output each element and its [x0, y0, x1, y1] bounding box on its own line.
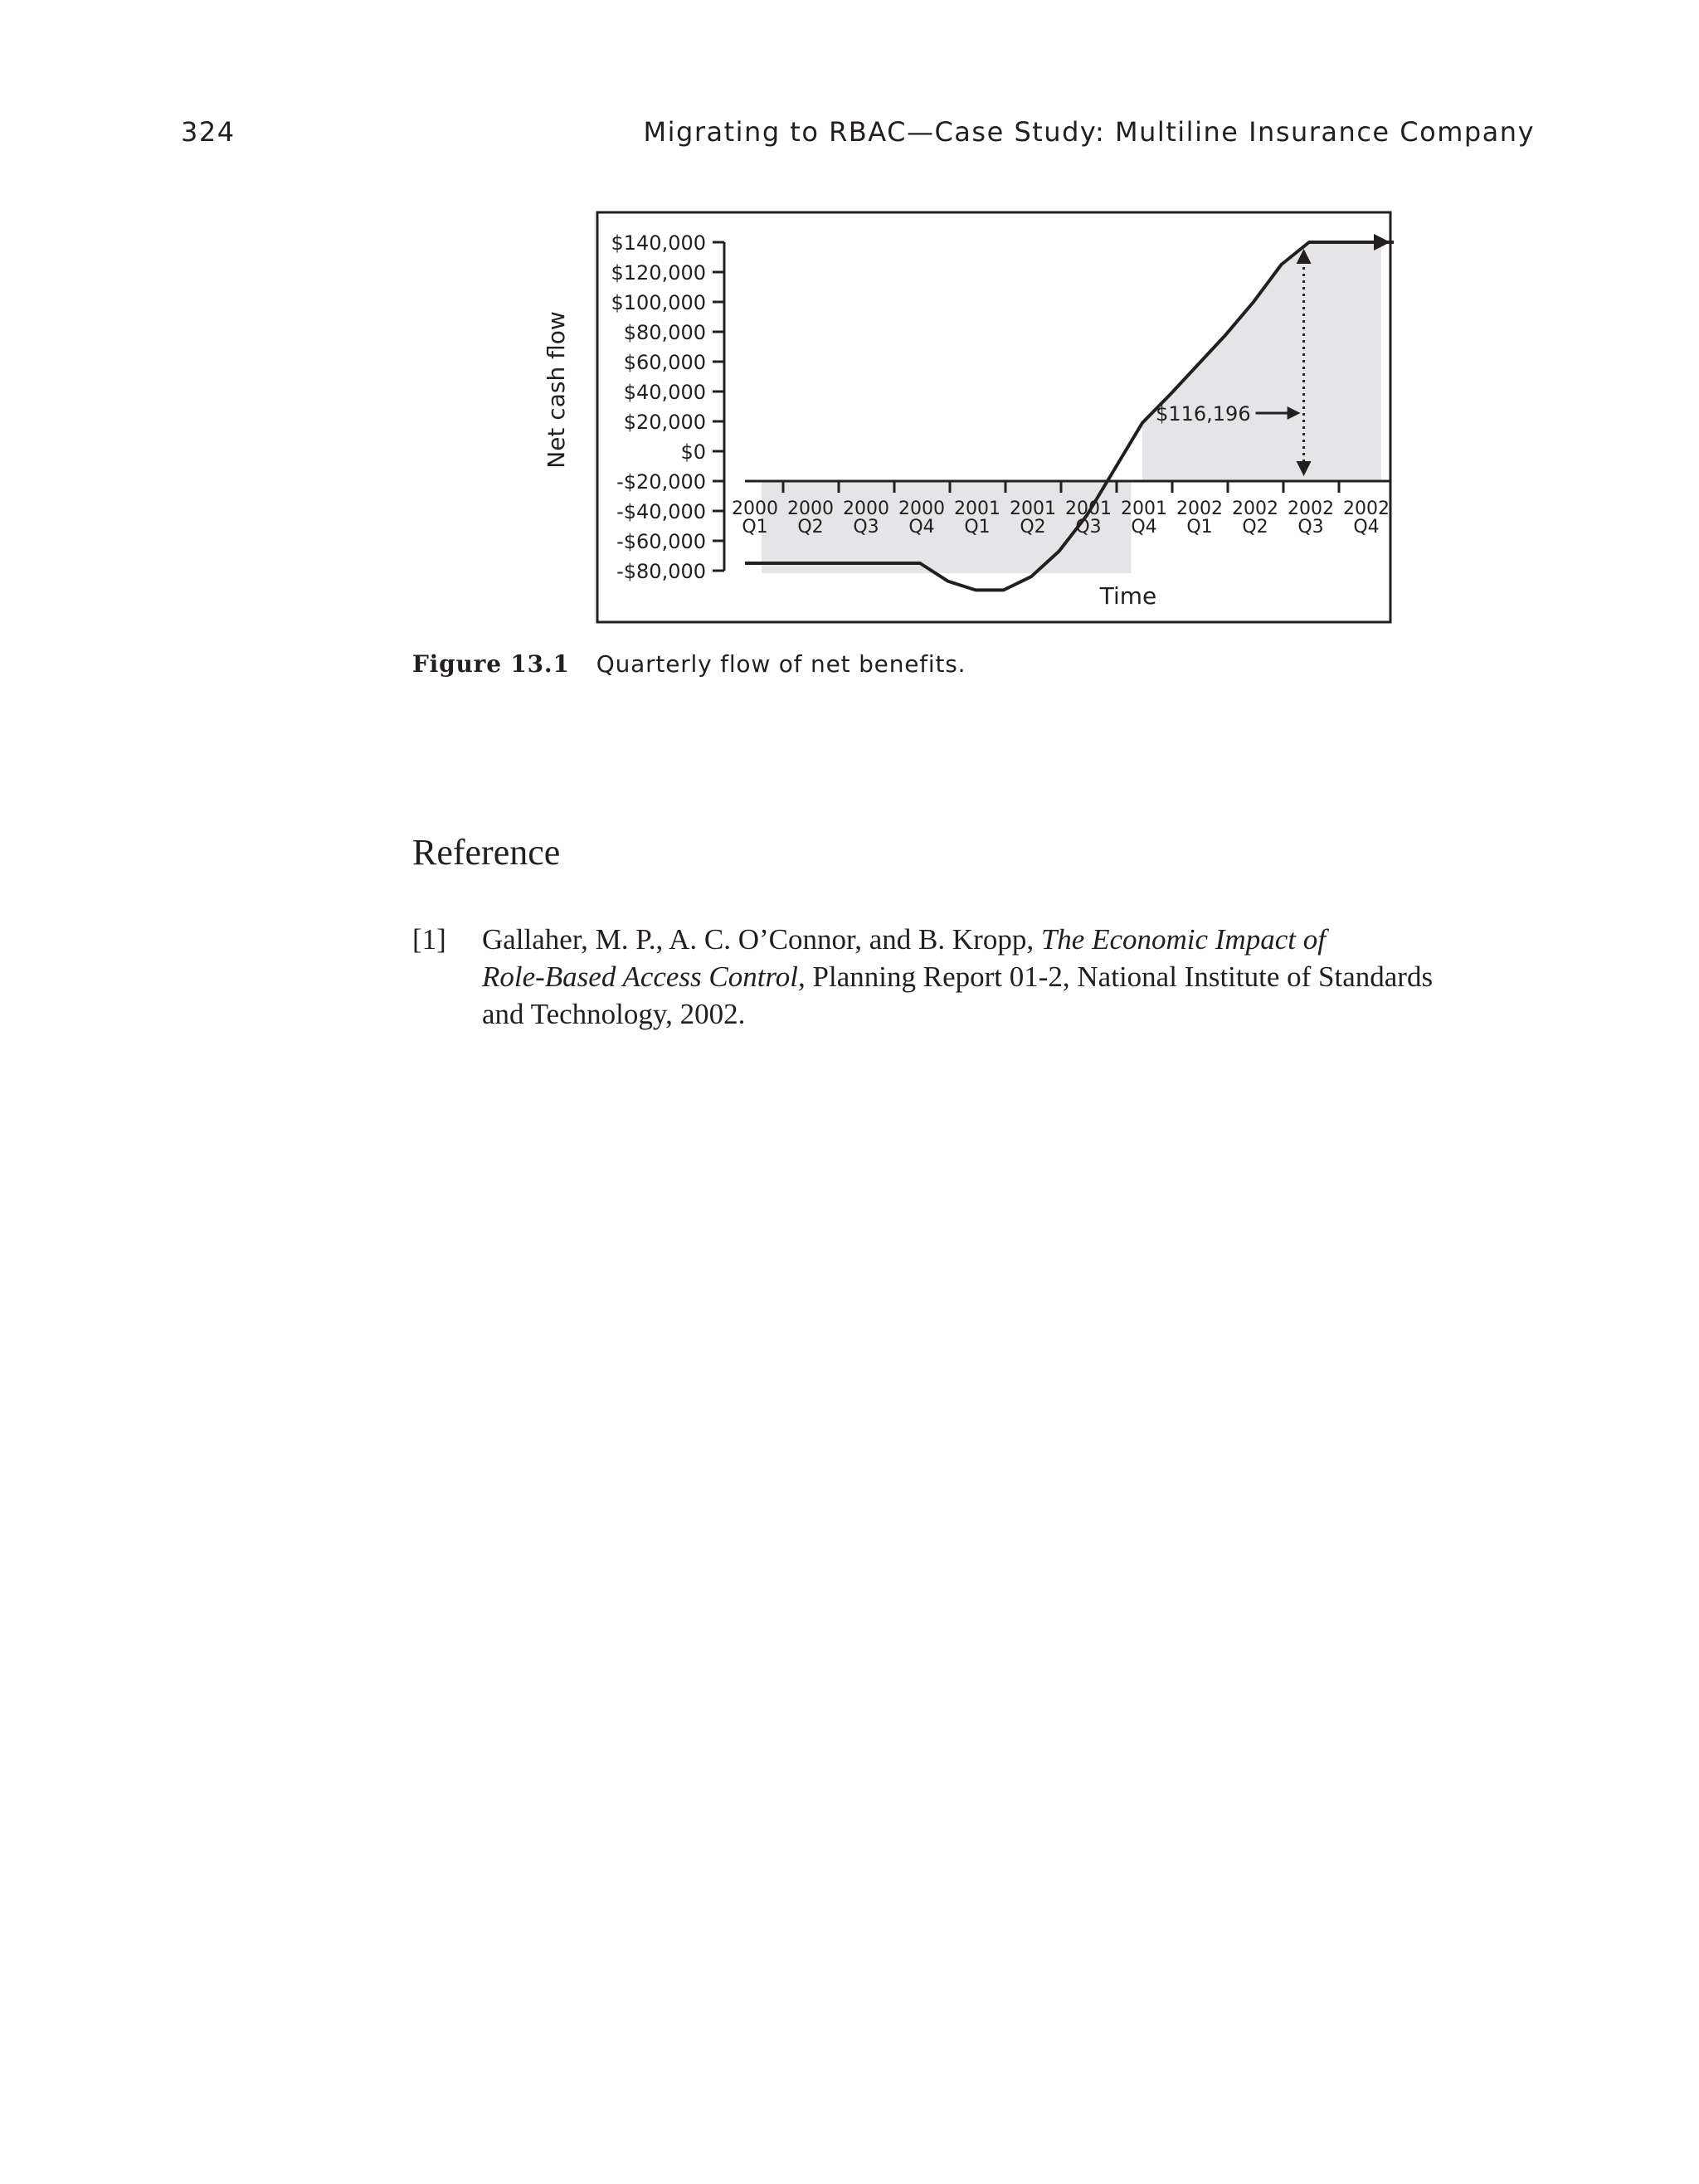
x-tick-label-year: 2001	[1065, 499, 1112, 519]
page-number: 324	[181, 116, 236, 148]
reference-publisher: Planning Report 01-2, National Institute of Standards	[805, 961, 1434, 993]
y-tick-label: $100,000	[611, 291, 706, 314]
running-title: Migrating to RBAC—Case Study: Multiline Insurance Company	[643, 116, 1535, 148]
annotation-label: $116,196	[1156, 402, 1251, 426]
line-end-arrow	[1374, 234, 1390, 251]
section-heading: Reference	[412, 832, 561, 873]
x-tick-label-year: 2001	[1010, 499, 1056, 519]
reference-label: [1]	[412, 923, 446, 956]
x-tick-label-quarter: Q1	[1186, 517, 1213, 537]
figure-caption	[412, 650, 966, 678]
x-tick-label-quarter: Q4	[908, 517, 935, 537]
y-tick-label: $80,000	[623, 321, 706, 344]
x-tick-label-quarter: Q3	[1075, 517, 1102, 537]
x-tick-label-year: 2000	[732, 499, 778, 519]
x-tick-label-quarter: Q4	[1353, 517, 1380, 537]
x-tick-label-quarter: Q4	[1131, 517, 1157, 537]
y-tick-label: $60,000	[623, 351, 706, 374]
y-tick-label: $0	[680, 440, 706, 464]
y-axis-title: Net cash flow	[543, 311, 570, 469]
x-axis-title: Time	[1099, 582, 1157, 610]
x-tick-label-quarter: Q3	[1297, 517, 1324, 537]
x-tick-label-year: 2002	[1343, 499, 1390, 519]
reference-authors: Gallaher, M. P., A. C. O’Connor, and B. Kropp,	[482, 923, 1041, 956]
x-tick-label-year: 2000	[843, 499, 889, 519]
reference-text	[482, 921, 1552, 1033]
x-tick-label-year: 2000	[787, 499, 834, 519]
x-tick-label-quarter: Q1	[964, 517, 991, 537]
reference-title-part1: The Economic Impact of	[1040, 923, 1326, 956]
x-tick-label-year: 2002	[1288, 499, 1334, 519]
y-tick-label: $120,000	[611, 261, 706, 285]
net-benefits-chart	[531, 199, 1394, 630]
figure-label: Figure 13.1	[412, 650, 570, 678]
figure-caption-text: Quarterly flow of net benefits.	[596, 650, 966, 678]
x-tick-label-year: 2002	[1176, 499, 1223, 519]
y-tick-label: -$60,000	[616, 530, 706, 553]
x-tick-label-quarter: Q2	[1242, 517, 1268, 537]
y-tick-label: -$80,000	[616, 560, 706, 583]
x-tick-label-year: 2002	[1232, 499, 1278, 519]
y-tick-label: $140,000	[611, 231, 706, 255]
reference-title-part2: Role-Based Access Control,	[482, 961, 806, 993]
reference-publisher-end: and Technology, 2002.	[482, 998, 746, 1030]
x-tick-label-year: 2001	[954, 499, 1000, 519]
y-tick-label: $20,000	[623, 411, 706, 434]
x-tick-label-quarter: Q2	[797, 517, 824, 537]
x-tick-label-quarter: Q3	[853, 517, 879, 537]
positive-area	[1142, 242, 1381, 481]
y-tick-label: $40,000	[623, 381, 706, 404]
x-tick-label-year: 2001	[1121, 499, 1167, 519]
x-tick-label-quarter: Q1	[742, 517, 768, 537]
y-tick-label: -$20,000	[616, 470, 706, 494]
x-tick-label-quarter: Q2	[1020, 517, 1046, 537]
running-head	[181, 116, 1535, 158]
x-tick-label-year: 2000	[898, 499, 945, 519]
y-tick-label: -$40,000	[616, 500, 706, 523]
